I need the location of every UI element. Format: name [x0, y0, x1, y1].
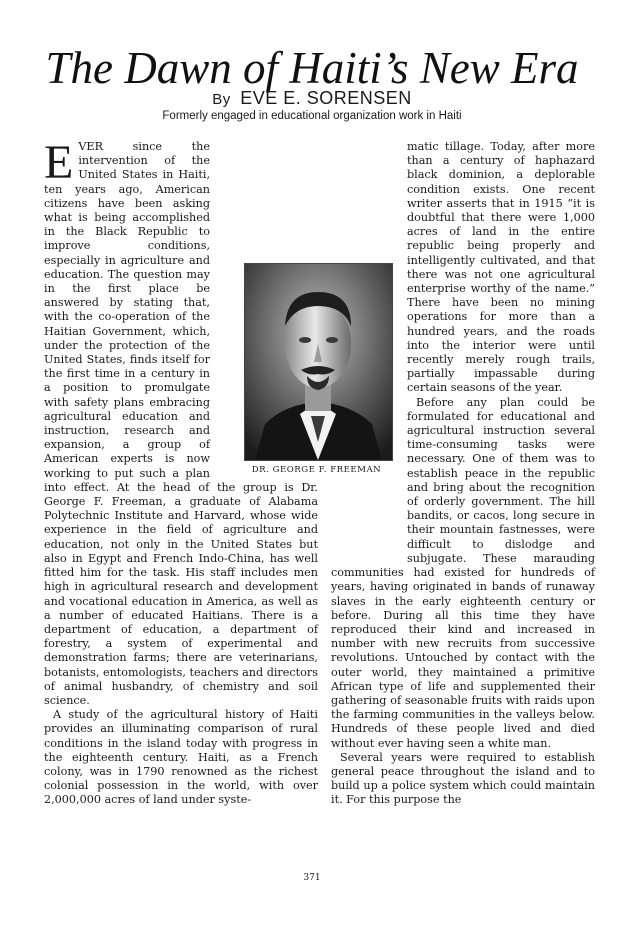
byline-prefix: By — [212, 91, 231, 108]
paragraph-text: VER since the intervention of the United States in Haiti, ten years ago, American citizens have been asking what is being accomplished in the Black Republic to improve conditions, especially in agriculture and education. The question may in the first place be answered by stating that, with the co-operation of the Haitian Government, which, under the protection of the United States, finds itself for the first time in a century in a position to promulgate with safety plans embracing agricultural education and instruction, research and expansion, a group of American experts is now working to put such a plan into effect. At the head of the group is Dr. George F. Freeman, a graduate of Alabama Polytechnic Institute and Harvard, whose wide experience in the field of agriculture and education, not only in the United States but also in Egypt and French Indo-China, has well fitted him for the task. His staff includes men high in agricultural research and development and vocational education in America, as well as a number of educated Haitians. There is a department of education, a department of forestry, a system of experimental and demonstration farms; there are veterinarians, botanists, entomologists, teachers and directors of animal husbandry, of chemistry and soil science. — [44, 140, 318, 707]
paragraph: Before any plan could be formulated for educational and agricultural instruction several time-consuming tasks were necessary. One of them was to establish peace in the republic and bring about the recognition of orderly government. The hill bandits, or cacos, long secure in their mountain fastnesses, were difficult to dislodge and subjugate. These marauding communities had existed for hundreds of years, having originated in bands of runaway slaves in the early eighteenth century or before. During all this time they have reproduced their kind and increased in number with new recruits from successive revolutions. Untouched by contact with the outer world, they maintained a primitive African type of life and supplemented their gathering of seasonable fruits with raids upon the farming communities in the valleys below. Hundreds of these people lived and died without ever having seen a white man. — [331, 395, 595, 750]
byline — [0, 87, 624, 111]
author-affiliation: Formerly engaged in educational organization work in Haiti — [162, 110, 462, 122]
paragraph: A study of the agricultural history of Haiti provides an illuminating comparison of rural conditions in the island today with progress in the eighteenth century. Haiti, as a French colony, was in 1790 renowned as the richest colonial possession in the world, with over 2,000,000 acres of land under syste- — [44, 708, 318, 807]
page-number: 371 — [303, 873, 321, 883]
author-name: EVE E. SORENSEN — [240, 88, 412, 108]
drop-cap: E — [44, 136, 74, 189]
article-title: The Dawn of Haiti’s New Era — [45, 43, 579, 93]
right-column — [331, 140, 595, 872]
paragraph: Several years were required to establish general peace throughout the island and to build up a police system which could maintain it. For this purpose the — [331, 750, 595, 807]
portrait-figure — [232, 253, 401, 476]
paragraph: matic tillage. Today, after more than a century of haphazard black dominion, a deplorable condition exists. One recent writer asserts that in 1915 “it is doubtful that there were 1,000 acres of land in the entire republic being properly and intelligently cultivated, and that there was not one agricultural enterprise worthy of the name.” There have been no mining operations for more than a hundred years, and the roads into the interior were until recently merely rough trails, partially impassable during certain seasons of the year. — [407, 140, 595, 395]
figure-caption: DR. GEORGE F. FREEMAN — [251, 465, 382, 475]
portrait-photo — [244, 263, 393, 461]
left-column — [44, 136, 318, 872]
portrait-image — [245, 264, 392, 460]
